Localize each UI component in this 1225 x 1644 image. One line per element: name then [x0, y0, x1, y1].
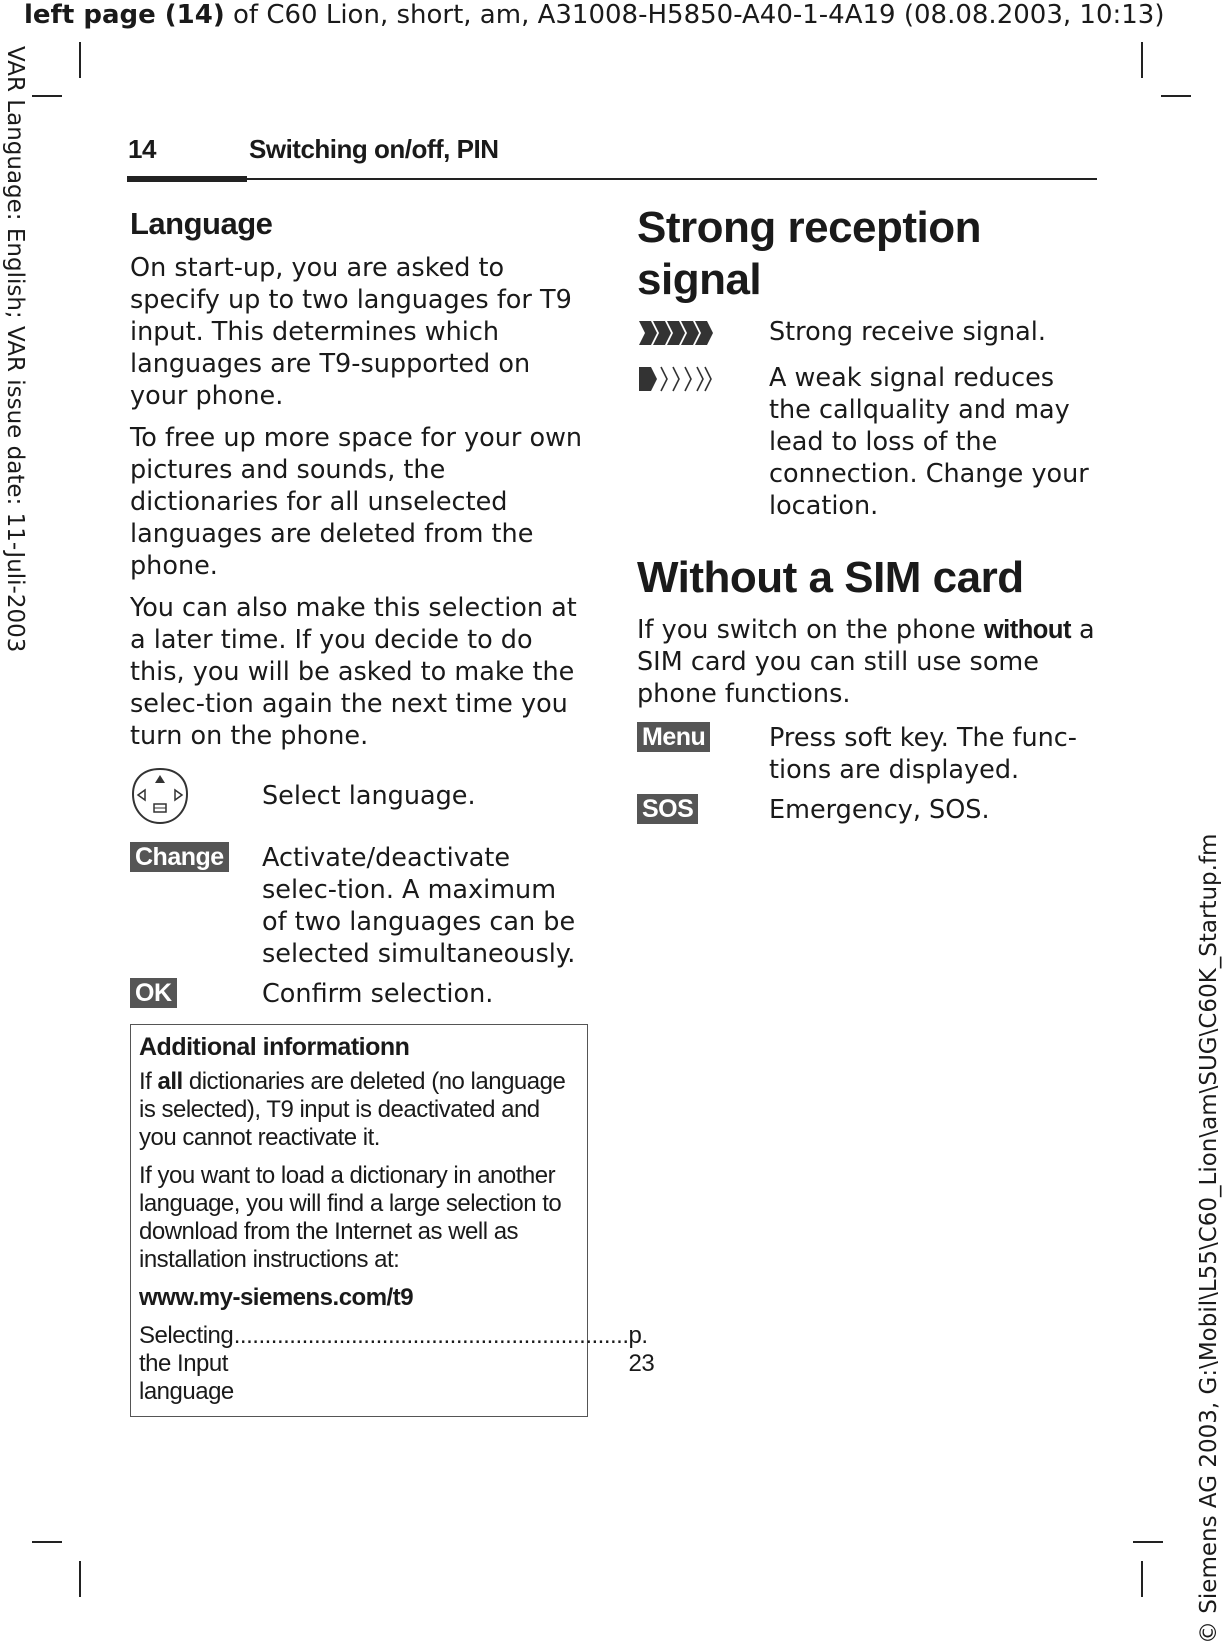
language-paragraph: On start-up, you are asked to specify up to two languages for T9 input. This determines which languages are T9-supported on your phone. — [130, 253, 572, 411]
info-box-reference — [139, 1322, 655, 1406]
reception-heading: Strong reception signal — [637, 203, 982, 304]
instruction-text: Activate/deactivate selec-tion. A maximum of two languages can be selected simultaneously. — [262, 843, 576, 969]
language-paragraph: You can also make this selection at a later time. If you decide to do this, you will be asked to make the selec-tion again the next time you turn on the phone. — [130, 593, 577, 751]
instruction-text: Confirm selection. — [262, 979, 494, 1009]
side-text-copyright: © Siemens AG 2003, G:\Mobil\L55\C60_Lion\am\SUG\C60K_Startup.fm — [1196, 833, 1222, 1644]
language-paragraph: To free up more space for your own pictures and sounds, the dictionaries for all unselected languages are deleted from the phone. — [130, 423, 583, 581]
crop-mark — [1141, 1561, 1143, 1597]
info-box-url: www.my-siemens.com/t9 — [139, 1284, 414, 1311]
chapter-title: Switching on/off, PIN — [249, 134, 499, 164]
side-text-language: VAR Language: English; VAR issue date: 11-Juli-2003 — [2, 46, 28, 653]
info-box-title: Additional informationn — [139, 1033, 410, 1061]
additional-information-box — [130, 1024, 655, 1417]
crop-mark — [1161, 95, 1191, 97]
sim-intro: If you switch on the phone without a SIM card you can still use some phone functions. — [637, 615, 1095, 709]
instruction-text: Emergency, SOS. — [769, 795, 990, 825]
sim-heading: Without a SIM card — [637, 553, 1024, 602]
change-softkey: Change — [130, 842, 229, 872]
running-header-page-label: left page (14) — [24, 0, 225, 30]
signal-row — [637, 362, 1097, 522]
reference-page: p. 23 — [628, 1322, 655, 1377]
instruction-row — [130, 978, 585, 1010]
page-number: 14 — [128, 134, 156, 164]
right-column — [637, 202, 1097, 826]
running-header — [24, 0, 1164, 30]
menu-softkey: Menu — [637, 722, 710, 752]
weak-signal-icon — [637, 362, 769, 398]
reference-label: Selecting the Input language — [139, 1322, 234, 1405]
reference-leader: ................................................................ — [233, 1322, 629, 1349]
instruction-row — [637, 722, 1097, 786]
crop-mark — [79, 42, 81, 78]
signal-row — [637, 316, 1097, 352]
header-rule — [127, 178, 1097, 180]
strong-signal-icon — [637, 316, 769, 352]
instruction-text: Press soft key. The func-tions are displayed. — [769, 723, 1078, 785]
crop-mark — [32, 95, 62, 97]
crop-mark — [79, 1561, 81, 1597]
instruction-row — [637, 794, 1097, 826]
navigation-key-icon — [130, 766, 262, 830]
crop-mark — [1141, 42, 1143, 78]
info-box-paragraph: If you want to load a dictionary in another language, you will find a large selection to download from the Internet as well as installation instructions at: — [139, 1162, 562, 1273]
instruction-text: Select language. — [262, 781, 476, 811]
crop-mark — [1133, 1541, 1163, 1543]
instruction-row — [130, 842, 585, 970]
ok-softkey: OK — [130, 978, 177, 1008]
signal-text: Strong receive signal. — [769, 317, 1046, 347]
crop-mark — [32, 1541, 62, 1543]
language-heading: Language — [130, 206, 273, 241]
header-tab — [127, 176, 247, 182]
signal-text: A weak signal reduces the callquality and may lead to loss of the connection. Change your location. — [769, 363, 1089, 521]
instruction-row — [130, 766, 585, 830]
sos-softkey: SOS — [637, 794, 698, 824]
info-box-paragraph: If all dictionaries are deleted (no language is selected), T9 input is deactivated and you cannot reactivate it. — [139, 1068, 566, 1151]
running-header-document-info: of C60 Lion, short, am, A31008-H5850-A40-1-4A19 (08.08.2003, 10:13) — [224, 0, 1165, 30]
left-column — [130, 206, 655, 1417]
